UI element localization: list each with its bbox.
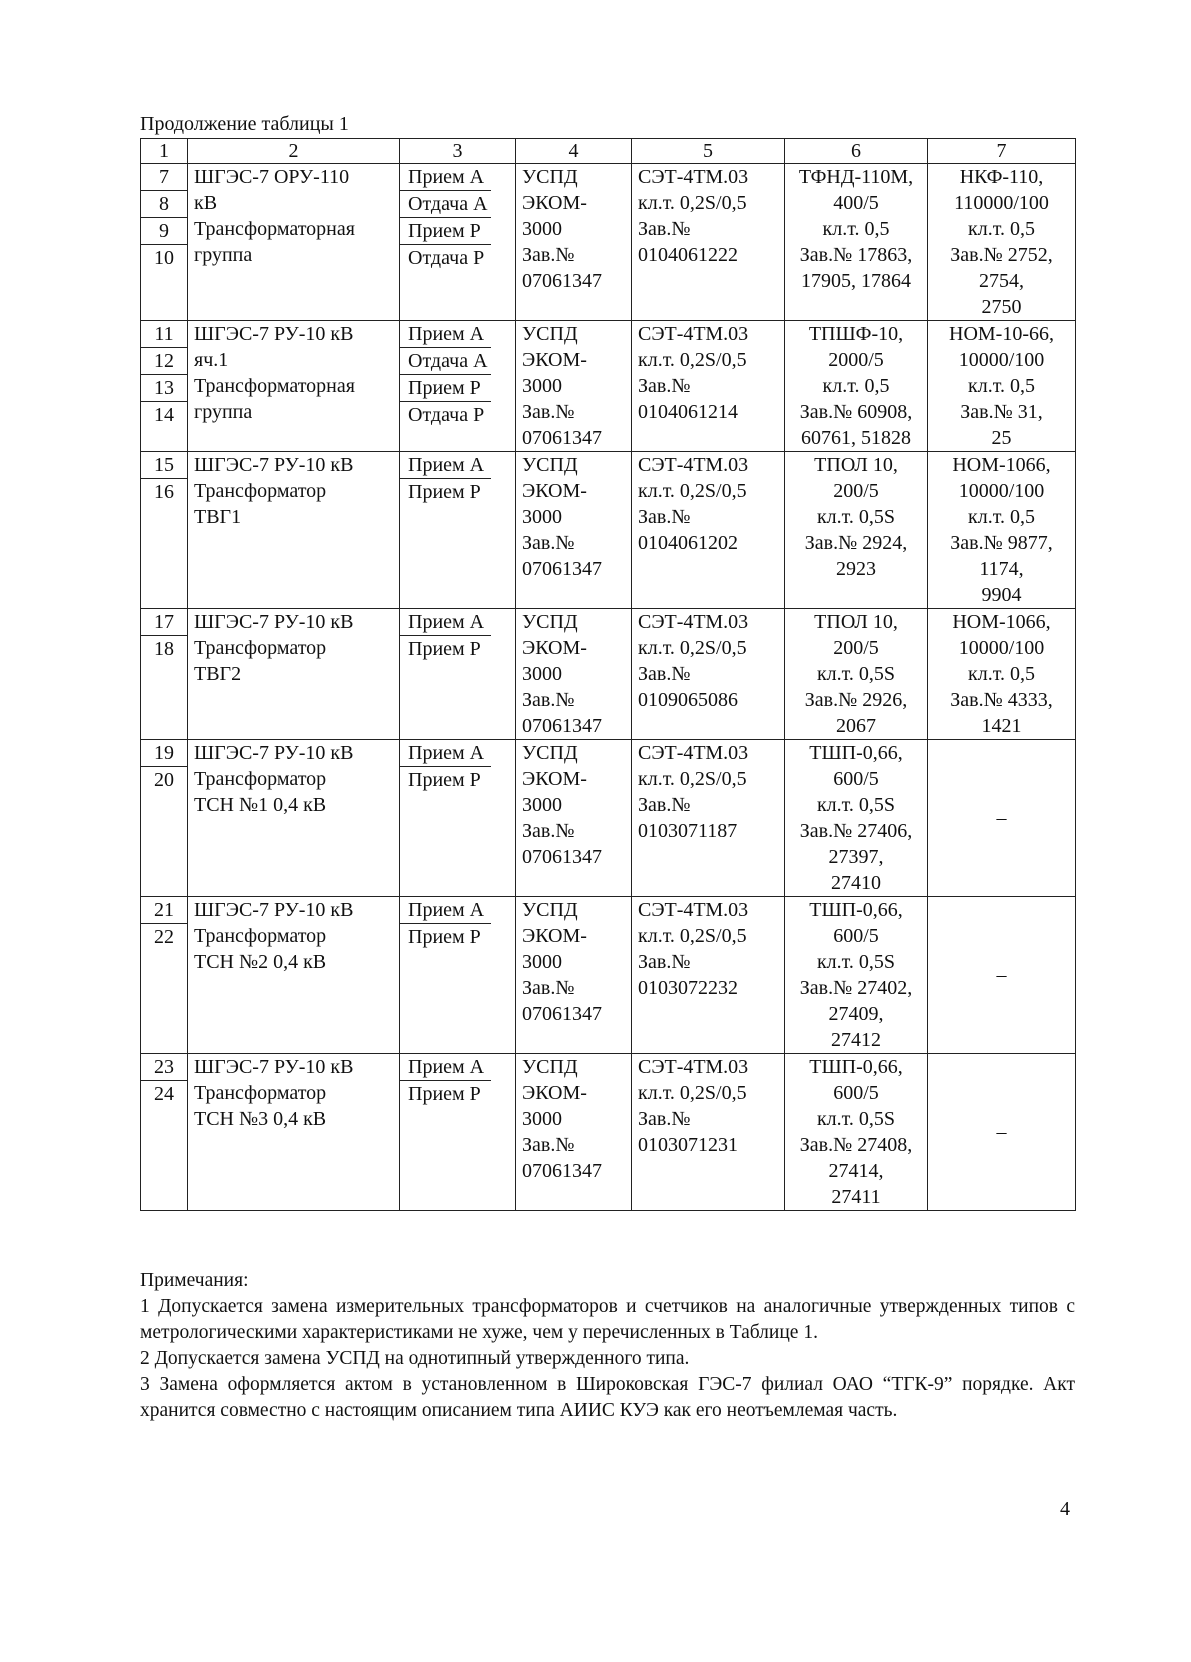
header-cell: 4 [516, 139, 632, 164]
energy-mode-cell [400, 740, 516, 897]
uspd-line: УСПД [522, 166, 578, 188]
nums-line: 24 [154, 1083, 174, 1105]
header-cell: 3 [400, 139, 516, 164]
ct-line: 2923 [836, 558, 876, 580]
vt-line: Зав.№ 9877, [950, 532, 1053, 554]
connection-name-cell [188, 740, 400, 897]
ct-line: кл.т. 0,5S [816, 951, 896, 973]
ct-line: Зав.№ 2924, [804, 532, 908, 554]
current-transformer-cell [785, 897, 928, 1054]
name-line: Трансформатор [194, 1082, 327, 1104]
channel-number-cell [141, 740, 188, 897]
ct-line: 2000/5 [828, 349, 884, 371]
current-transformer-cell [785, 1054, 928, 1211]
uspd-line: 3000 [522, 218, 562, 240]
uspd-line: 3000 [522, 375, 562, 397]
vt-line: кл.т. 0,5 [968, 375, 1035, 397]
name-line: группа [194, 401, 253, 423]
modes-line: Прием Р [408, 769, 481, 791]
uspd-line: Зав.№ [522, 1134, 575, 1156]
name-line: ШГЭС-7 РУ-10 кВ [194, 611, 354, 633]
meter-line: 0109065086 [638, 689, 738, 711]
name-line: ТСН №2 0,4 кВ [194, 951, 327, 973]
channel-number-cell [141, 321, 188, 452]
modes-line: Прием А [400, 740, 491, 767]
channel-number-cell [141, 164, 188, 321]
measurement-channels-table [140, 138, 1076, 1211]
name-line: ТВГ2 [194, 663, 242, 685]
meter-cell [632, 1054, 785, 1211]
table-caption: Продолжение таблицы 1 [140, 113, 349, 135]
ct-line: 2067 [836, 715, 876, 737]
vt-line: НКФ-110, [959, 166, 1044, 188]
meter-line: кл.т. 0,2S/0,5 [638, 925, 747, 947]
vt-line: кл.т. 0,5 [968, 663, 1035, 685]
ct-line: ТПОЛ 10, [814, 454, 898, 476]
name-line: кВ [194, 192, 218, 214]
uspd-line: Зав.№ [522, 532, 575, 554]
meter-line: Зав.№ [638, 375, 691, 397]
modes-line: Прием А [400, 1054, 491, 1081]
uspd-cell [516, 897, 632, 1054]
energy-mode-cell [400, 164, 516, 321]
ct-line: кл.т. 0,5S [816, 794, 896, 816]
meter-cell [632, 321, 785, 452]
modes-line: Прием Р [408, 1083, 481, 1105]
meter-line: 0103071187 [638, 820, 738, 842]
name-line: ШГЭС-7 РУ-10 кВ [194, 1056, 354, 1078]
meter-line: кл.т. 0,2S/0,5 [638, 768, 747, 790]
uspd-line: УСПД [522, 899, 578, 921]
modes-line: Отдача А [400, 191, 491, 218]
ct-line: 27397, [828, 846, 884, 868]
vt-line: 10000/100 [958, 637, 1045, 659]
current-transformer-cell [785, 609, 928, 740]
modes-line: Прием Р [408, 926, 481, 948]
vt-line: 9904 [981, 584, 1022, 606]
connection-name-cell [188, 321, 400, 452]
name-line: яч.1 [194, 349, 229, 371]
channel-number-cell [141, 609, 188, 740]
meter-line: 0103071231 [638, 1134, 738, 1156]
nums-line: 11 [141, 321, 187, 348]
modes-line: Прием Р [400, 375, 491, 402]
energy-mode-cell [400, 321, 516, 452]
meter-line: Зав.№ [638, 218, 691, 240]
table-row [141, 321, 1076, 452]
uspd-line: 07061347 [522, 1003, 602, 1025]
voltage-transformer-cell [928, 321, 1076, 452]
connection-name-cell [188, 452, 400, 609]
modes-line: Прием Р [408, 481, 481, 503]
uspd-cell [516, 164, 632, 321]
meter-line: кл.т. 0,2S/0,5 [638, 1082, 747, 1104]
header-cell: 2 [188, 139, 400, 164]
nums-line: 12 [141, 348, 187, 375]
meter-cell [632, 609, 785, 740]
uspd-line: УСПД [522, 323, 578, 345]
name-line: ШГЭС-7 РУ-10 кВ [194, 454, 354, 476]
meter-line: СЭТ-4ТМ.03 [638, 899, 749, 921]
voltage-transformer-cell: – [928, 897, 1076, 1054]
uspd-line: 07061347 [522, 270, 602, 292]
ct-line: Зав.№ 60908, [799, 401, 913, 423]
nums-line: 22 [154, 926, 174, 948]
energy-mode-cell [400, 1054, 516, 1211]
uspd-line: ЭКОМ- [522, 192, 587, 214]
meter-line: 0103072232 [638, 977, 738, 999]
connection-name-cell [188, 1054, 400, 1211]
uspd-line: УСПД [522, 1056, 578, 1078]
vt-line: 10000/100 [958, 480, 1045, 502]
meter-line: Зав.№ [638, 794, 691, 816]
name-line: группа [194, 244, 253, 266]
vt-line: 1421 [981, 715, 1022, 737]
uspd-line: ЭКОМ- [522, 480, 587, 502]
note-item: 3 Замена оформляется актом в установленном в Широковская ГЭС-7 филиал ОАО “ТГК-9” порядке. Акт хранится совместно с настоящим описанием типа АИИС КУЭ как его неотъемлемая часть. [140, 1374, 1075, 1421]
uspd-line: 3000 [522, 663, 562, 685]
nums-line: 20 [154, 769, 174, 791]
ct-line: Зав.№ 17863, [799, 244, 913, 266]
nums-line: 18 [154, 638, 174, 660]
name-line: ТСН №1 0,4 кВ [194, 794, 327, 816]
nums-line: 10 [154, 247, 174, 269]
modes-line: Прием Р [400, 218, 491, 245]
ct-line: Зав.№ 27402, [799, 977, 913, 999]
nums-line: 15 [141, 452, 187, 479]
meter-cell [632, 164, 785, 321]
uspd-line: Зав.№ [522, 401, 575, 423]
name-line: ШГЭС-7 РУ-10 кВ [194, 742, 354, 764]
voltage-transformer-cell [928, 452, 1076, 609]
channel-number-cell [141, 897, 188, 1054]
modes-line: Отдача Р [408, 247, 485, 269]
name-line: ТСН №3 0,4 кВ [194, 1108, 327, 1130]
uspd-line: УСПД [522, 454, 578, 476]
uspd-cell [516, 1054, 632, 1211]
nums-line: 17 [141, 609, 187, 636]
ct-line: 400/5 [833, 192, 879, 214]
vt-line: Зав.№ 2752, [950, 244, 1053, 266]
uspd-line: ЭКОМ- [522, 637, 587, 659]
ct-line: 60761, 51828 [801, 427, 911, 449]
ct-line: кл.т. 0,5S [816, 506, 896, 528]
nums-line: 21 [141, 897, 187, 924]
table-row [141, 740, 1076, 897]
name-line: Трансформатор [194, 768, 327, 790]
meter-line: 0104061222 [638, 244, 738, 266]
vt-line: 25 [991, 427, 1012, 449]
ct-line: ТШП-0,66, [809, 742, 903, 764]
ct-line: 600/5 [833, 925, 879, 947]
table-row [141, 897, 1076, 1054]
ct-line: кл.т. 0,5 [822, 218, 890, 240]
uspd-line: УСПД [522, 611, 578, 633]
uspd-line: 07061347 [522, 715, 602, 737]
meter-line: кл.т. 0,2S/0,5 [638, 349, 747, 371]
meter-line: СЭТ-4ТМ.03 [638, 1056, 749, 1078]
modes-line: Прием А [400, 609, 491, 636]
meter-line: СЭТ-4ТМ.03 [638, 742, 749, 764]
page-number: 4 [1060, 1498, 1070, 1520]
table-row [141, 452, 1076, 609]
uspd-cell [516, 321, 632, 452]
meter-line: Зав.№ [638, 951, 691, 973]
ct-line: 200/5 [833, 480, 879, 502]
notes-title: Примечания: [140, 1270, 249, 1291]
uspd-line: 07061347 [522, 846, 602, 868]
meter-line: Зав.№ [638, 506, 691, 528]
modes-line: Прием А [400, 164, 491, 191]
table-row [141, 164, 1076, 321]
header-cell: 5 [632, 139, 785, 164]
meter-cell [632, 897, 785, 1054]
ct-line: Зав.№ 27408, [799, 1134, 913, 1156]
nums-line: 23 [141, 1054, 187, 1081]
ct-line: ТШП-0,66, [809, 899, 903, 921]
nums-line: 9 [141, 218, 187, 245]
name-line: ШГЭС-7 ОРУ-110 [194, 166, 350, 188]
modes-line: Отдача А [400, 348, 491, 375]
uspd-line: Зав.№ [522, 977, 575, 999]
ct-line: кл.т. 0,5S [816, 663, 896, 685]
connection-name-cell [188, 897, 400, 1054]
meter-line: СЭТ-4ТМ.03 [638, 454, 749, 476]
table-row [141, 1054, 1076, 1211]
voltage-transformer-cell [928, 164, 1076, 321]
uspd-line: 07061347 [522, 1160, 602, 1182]
name-line: Трансформаторная [194, 218, 355, 240]
vt-line: кл.т. 0,5 [968, 218, 1035, 240]
modes-line: Прием А [400, 897, 491, 924]
modes-line: Прием Р [408, 638, 481, 660]
nums-line: 19 [141, 740, 187, 767]
meter-line: кл.т. 0,2S/0,5 [638, 480, 747, 502]
note-item: 2 Допускается замена УСПД на однотипный утвержденного типа. [140, 1348, 690, 1369]
current-transformer-cell [785, 164, 928, 321]
uspd-cell [516, 452, 632, 609]
modes-line: Отдача Р [408, 404, 485, 426]
uspd-line: 3000 [522, 794, 562, 816]
table-row [141, 609, 1076, 740]
voltage-transformer-cell: – [928, 1054, 1076, 1211]
ct-line: ТПОЛ 10, [814, 611, 898, 633]
vt-line: 2750 [981, 296, 1022, 318]
name-line: Трансформатор [194, 925, 327, 947]
modes-line: Прием А [400, 321, 491, 348]
ct-line: ТФНД-110М, [798, 166, 914, 188]
voltage-transformer-cell [928, 609, 1076, 740]
header-cell: 7 [928, 139, 1076, 164]
meter-line: 0104061202 [638, 532, 738, 554]
vt-line: 110000/100 [954, 192, 1049, 214]
name-line: ШГЭС-7 РУ-10 кВ [194, 323, 354, 345]
header-cell: 1 [141, 139, 188, 164]
name-line: Трансформатор [194, 637, 327, 659]
ct-line: 27412 [831, 1029, 881, 1051]
uspd-line: ЭКОМ- [522, 349, 587, 371]
ct-line: 600/5 [833, 768, 879, 790]
meter-line: 0104061214 [638, 401, 738, 423]
vt-line: 2754, [979, 270, 1024, 292]
modes-line: Прием А [400, 452, 491, 479]
ct-line: 27411 [831, 1186, 881, 1208]
ct-line: 27414, [828, 1160, 884, 1182]
ct-line: 200/5 [833, 637, 879, 659]
uspd-line: ЭКОМ- [522, 768, 587, 790]
meter-line: кл.т. 0,2S/0,5 [638, 637, 747, 659]
meter-line: Зав.№ [638, 1108, 691, 1130]
header-row [141, 139, 1076, 164]
uspd-line: 3000 [522, 1108, 562, 1130]
ct-line: 27409, [828, 1003, 884, 1025]
uspd-line: ЭКОМ- [522, 925, 587, 947]
vt-line: НОМ-1066, [952, 611, 1051, 633]
nums-line: 13 [141, 375, 187, 402]
meter-line: кл.т. 0,2S/0,5 [638, 192, 747, 214]
channel-number-cell [141, 1054, 188, 1211]
connection-name-cell [188, 609, 400, 740]
name-line: Трансформатор [194, 480, 327, 502]
nums-line: 8 [141, 191, 187, 218]
ct-line: кл.т. 0,5 [822, 375, 890, 397]
uspd-line: 3000 [522, 951, 562, 973]
meter-line: СЭТ-4ТМ.03 [638, 323, 749, 345]
uspd-line: 07061347 [522, 427, 602, 449]
name-line: ШГЭС-7 РУ-10 кВ [194, 899, 354, 921]
uspd-cell [516, 609, 632, 740]
uspd-line: Зав.№ [522, 244, 575, 266]
meter-cell [632, 452, 785, 609]
vt-line: Зав.№ 31, [960, 401, 1043, 423]
uspd-line: ЭКОМ- [522, 1082, 587, 1104]
name-line: Трансформаторная [194, 375, 355, 397]
current-transformer-cell [785, 740, 928, 897]
note-item: 1 Допускается замена измерительных трансформаторов и счетчиков на аналогичные утвержденных типов с метрологическими характеристиками не хуже, чем у перечисленных в Таблице 1. [140, 1296, 1075, 1343]
nums-line: 14 [154, 404, 174, 426]
vt-line: Зав.№ 4333, [950, 689, 1053, 711]
vt-line: НОМ-1066, [952, 454, 1051, 476]
ct-line: Зав.№ 27406, [799, 820, 913, 842]
name-line: ТВГ1 [194, 506, 242, 528]
energy-mode-cell [400, 609, 516, 740]
channel-number-cell [141, 452, 188, 609]
meter-cell [632, 740, 785, 897]
vt-line: 1174, [979, 558, 1024, 580]
connection-name-cell [188, 164, 400, 321]
vt-line: кл.т. 0,5 [968, 506, 1035, 528]
nums-line: 7 [141, 164, 187, 191]
uspd-line: УСПД [522, 742, 578, 764]
ct-line: Зав.№ 2926, [804, 689, 908, 711]
ct-line: ТПШФ-10, [808, 323, 904, 345]
vt-line: НОМ-10-66, [949, 323, 1054, 345]
ct-line: 27410 [831, 872, 881, 894]
ct-line: 17905, 17864 [801, 270, 911, 292]
voltage-transformer-cell: – [928, 740, 1076, 897]
current-transformer-cell [785, 321, 928, 452]
energy-mode-cell [400, 897, 516, 1054]
nums-line: 16 [154, 481, 174, 503]
ct-line: ТШП-0,66, [809, 1056, 903, 1078]
notes-section [140, 1268, 1075, 1424]
uspd-cell [516, 740, 632, 897]
uspd-line: Зав.№ [522, 820, 575, 842]
meter-line: СЭТ-4ТМ.03 [638, 611, 749, 633]
current-transformer-cell [785, 452, 928, 609]
ct-line: 600/5 [833, 1082, 879, 1104]
uspd-line: 3000 [522, 506, 562, 528]
vt-line: 10000/100 [958, 349, 1045, 371]
meter-line: СЭТ-4ТМ.03 [638, 166, 749, 188]
ct-line: кл.т. 0,5S [816, 1108, 896, 1130]
header-cell: 6 [785, 139, 928, 164]
uspd-line: 07061347 [522, 558, 602, 580]
uspd-line: Зав.№ [522, 689, 575, 711]
energy-mode-cell [400, 452, 516, 609]
meter-line: Зав.№ [638, 663, 691, 685]
